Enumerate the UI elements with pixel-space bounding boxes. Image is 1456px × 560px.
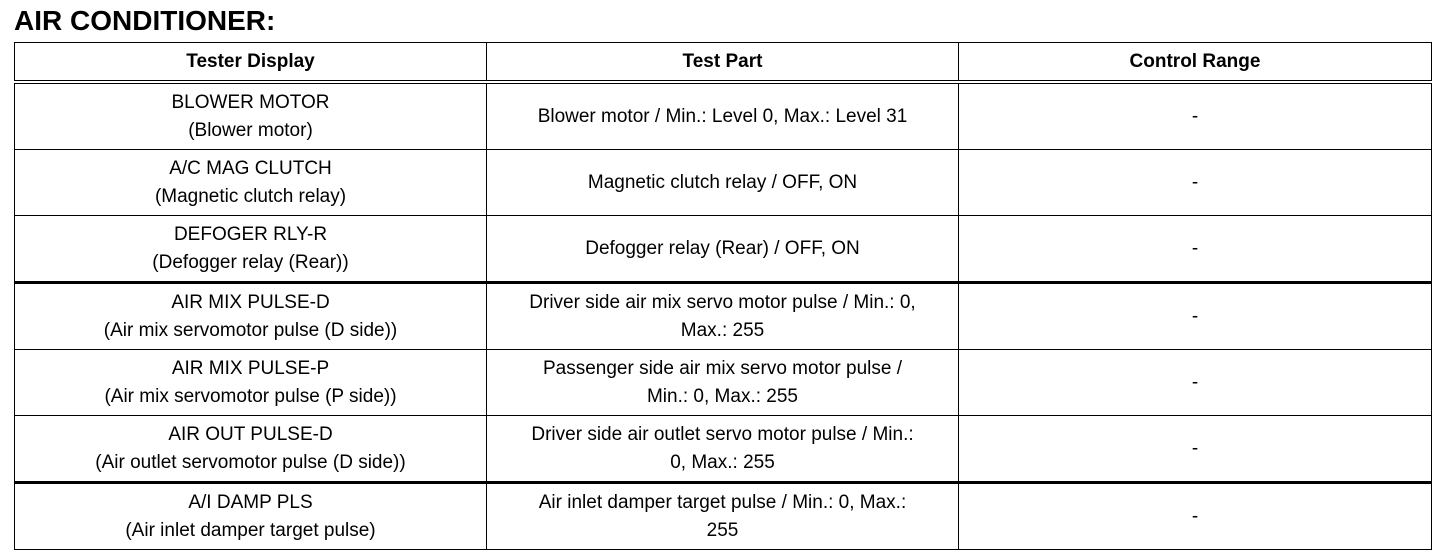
display-name: DEFOGER RLY-R — [173, 224, 328, 245]
control-range-cell — [959, 216, 1432, 283]
header-tester-display: Tester Display — [15, 43, 487, 83]
control-range-value: - — [1191, 105, 1199, 127]
control-range-value: - — [1191, 171, 1199, 193]
tester-display-cell — [15, 283, 487, 350]
control-range-cell — [959, 150, 1432, 216]
test-part-line-2: Max.: 255 — [680, 319, 765, 341]
control-range-value: - — [1191, 437, 1199, 459]
control-range-cell — [959, 416, 1432, 483]
test-part-cell — [487, 283, 959, 350]
test-part-cell — [487, 150, 959, 216]
test-part-line-2: 255 — [706, 519, 739, 541]
test-part-cell — [487, 483, 959, 550]
display-name: AIR MIX PULSE-P — [171, 358, 330, 379]
test-part-line-1: Blower motor / Min.: Level 0, Max.: Level 31 — [537, 105, 908, 127]
test-part-line-1: Driver side air outlet servo motor pulse / Min.: — [531, 424, 914, 445]
display-description: (Air mix servomotor pulse (D side)) — [103, 319, 398, 341]
table-row — [15, 216, 1432, 283]
test-part-line-2: Min.: 0, Max.: 255 — [646, 385, 798, 407]
table-row — [15, 150, 1432, 216]
test-part-line-1: Air inlet damper target pulse / Min.: 0, Max.: — [538, 492, 907, 513]
test-part-cell — [487, 82, 959, 150]
page-title: AIR CONDITIONER: — [14, 5, 276, 36]
control-range-cell — [959, 350, 1432, 416]
display-description: (Blower motor) — [188, 119, 313, 141]
control-range-cell — [959, 82, 1432, 150]
control-range-value: - — [1191, 371, 1199, 393]
test-part-line-1: Magnetic clutch relay / OFF, ON — [587, 171, 858, 193]
display-description: (Air inlet damper target pulse) — [125, 519, 376, 541]
table-header-row — [15, 43, 1432, 83]
test-part-cell — [487, 416, 959, 483]
test-part-line-1: Defogger relay (Rear) / OFF, ON — [585, 237, 860, 259]
test-part-line-2: 0, Max.: 255 — [670, 451, 775, 473]
table-row — [15, 416, 1432, 483]
tester-display-cell — [15, 82, 487, 150]
display-name: A/C MAG CLUTCH — [169, 158, 332, 179]
table-row — [15, 483, 1432, 550]
display-name: AIR MIX PULSE-D — [171, 292, 330, 313]
display-description: (Defogger relay (Rear)) — [152, 251, 349, 273]
table-row — [15, 82, 1432, 150]
table-row — [15, 350, 1432, 416]
display-name: A/I DAMP PLS — [188, 492, 313, 513]
display-name: AIR OUT PULSE-D — [168, 424, 333, 445]
air-conditioner-table — [14, 42, 1432, 550]
control-range-cell — [959, 483, 1432, 550]
tester-display-cell — [15, 350, 487, 416]
table-row — [15, 283, 1432, 350]
display-description: (Magnetic clutch relay) — [154, 185, 347, 207]
control-range-value: - — [1191, 237, 1199, 259]
header-control-range: Control Range — [959, 43, 1432, 83]
tester-display-cell — [15, 483, 487, 550]
tester-display-cell — [15, 416, 487, 483]
display-description: (Air outlet servomotor pulse (D side)) — [95, 451, 406, 473]
display-description: (Air mix servomotor pulse (P side)) — [104, 385, 397, 407]
control-range-value: - — [1191, 505, 1199, 527]
test-part-line-1: Driver side air mix servo motor pulse / Min.: 0, — [529, 292, 916, 313]
tester-display-cell — [15, 150, 487, 216]
display-name: BLOWER MOTOR — [171, 92, 330, 113]
test-part-cell — [487, 350, 959, 416]
header-test-part: Test Part — [487, 43, 959, 83]
tester-display-cell — [15, 216, 487, 283]
test-part-line-1: Passenger side air mix servo motor pulse / — [542, 358, 903, 379]
control-range-cell — [959, 283, 1432, 350]
test-part-cell — [487, 216, 959, 283]
control-range-value: - — [1191, 305, 1199, 327]
